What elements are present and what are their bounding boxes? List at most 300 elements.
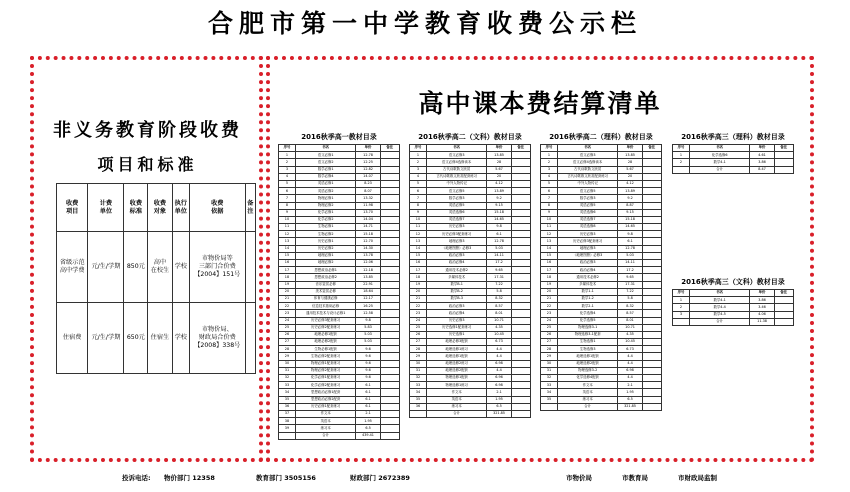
- textbook-cell: [380, 432, 399, 439]
- textbook-cell: [774, 311, 793, 318]
- textbook-cell: 12: [541, 231, 558, 238]
- textbook-cell: 语文必修1: [295, 152, 356, 159]
- textbook-cell: 12: [279, 231, 296, 238]
- textbook-cell: 9.65: [487, 267, 511, 274]
- textbook-cell: 33: [279, 382, 296, 389]
- textbook-cell: 英语选修6: [557, 209, 618, 216]
- textbook-cell: 4.4: [618, 360, 642, 367]
- textbook-cell: [511, 252, 530, 259]
- textbook-cell: 化学必修2: [295, 216, 356, 223]
- textbook-cell: 数学1-2: [557, 295, 618, 302]
- fee-table-cell: 850元: [124, 232, 148, 303]
- textbook-cell: [380, 260, 399, 267]
- textbook-cell: 数学必修3: [557, 195, 618, 202]
- textbook-cell: 3.46: [750, 304, 774, 311]
- fee-table-header-cell: 备 注: [245, 184, 255, 232]
- table-row: [279, 224, 400, 231]
- textbook-cell: 语文必修5: [557, 188, 618, 195]
- textbook-cell: 6.96: [487, 375, 511, 382]
- fee-table-cell: 650元: [124, 303, 148, 374]
- textbook-cell: 地理选修2练习: [426, 360, 487, 367]
- table-row: [541, 260, 662, 267]
- textbook-cell: 19: [410, 281, 427, 288]
- textbook-cell: 35: [541, 396, 558, 403]
- textbook-cell: 1.95: [356, 418, 380, 425]
- textbook-cell: 地理必修3: [426, 238, 487, 245]
- textbook-cell: 33: [541, 382, 558, 389]
- table-row: [541, 188, 662, 195]
- table-row: [279, 367, 400, 374]
- textbook-cell: 2: [279, 159, 296, 166]
- textbook-cell: [511, 267, 530, 274]
- textbook-header-cell: 备注: [511, 145, 530, 152]
- textbook-cell: [511, 396, 530, 403]
- textbook-table-title: 2016秋季高三（文科）教材目录: [681, 278, 785, 286]
- table-row: [279, 331, 400, 338]
- textbook-cell: 4.06: [750, 311, 774, 318]
- textbook-cell: 生物必修1配套: [295, 346, 356, 353]
- table-row: [57, 232, 256, 303]
- table-row: [410, 403, 531, 410]
- textbook-cell: [380, 238, 399, 245]
- textbook-cell: 13.32: [356, 195, 380, 202]
- textbook-cell: 2.1: [356, 410, 380, 417]
- textbook-cell: 通用技术必修2: [426, 267, 487, 274]
- table-row: [673, 318, 794, 325]
- table-row: [541, 367, 662, 374]
- fee-standard-table: [56, 183, 256, 374]
- textbook-cell: 21: [410, 295, 427, 302]
- textbook-cell: 生物选修3: [557, 346, 618, 353]
- table-row: [541, 238, 662, 245]
- textbook-cell: 33: [410, 382, 427, 389]
- textbook-table-header-row: [410, 145, 531, 152]
- textbook-cell: 39: [279, 425, 296, 432]
- textbook-cell: 32: [541, 375, 558, 382]
- textbook-cell: 4.35: [618, 331, 642, 338]
- textbook-cell: 5.8: [487, 288, 511, 295]
- textbook-cell: 13.89: [618, 188, 642, 195]
- textbook-cell: [642, 216, 661, 223]
- table-row: [279, 252, 400, 259]
- textbook-cell: [642, 180, 661, 187]
- textbook-cell: 26: [410, 331, 427, 338]
- textbook-cell: 数学2-1: [557, 303, 618, 310]
- textbook-cell: [380, 295, 399, 302]
- textbook-cell: 化学选修4: [557, 310, 618, 317]
- table-row: [279, 166, 400, 173]
- textbook-cell: [511, 331, 530, 338]
- left-panel-heading: [40, 110, 255, 175]
- textbook-cell: 12.25: [356, 159, 380, 166]
- textbook-cell: 作文本: [557, 382, 618, 389]
- textbook-cell: 15: [410, 252, 427, 259]
- table-row: [279, 353, 400, 360]
- textbook-cell: 地理必修3: [557, 245, 618, 252]
- textbook-cell: 11: [541, 224, 558, 231]
- table-row: [279, 274, 400, 281]
- textbook-table-header-row: [673, 290, 794, 297]
- textbook-cell: 4.61: [750, 152, 774, 159]
- fee-table-header-cell: 收费 项目: [57, 184, 88, 232]
- table-row: [541, 202, 662, 209]
- textbook-cell: 13.85: [487, 152, 511, 159]
- textbook-cell: 25: [279, 324, 296, 331]
- textbook-cell: 地理必修2配套: [295, 339, 356, 346]
- textbook-cell: [642, 245, 661, 252]
- textbook-cell: 古代诗歌散文欣赏配套练习: [426, 173, 487, 180]
- textbook-cell: 31: [410, 367, 427, 374]
- textbook-cell: [642, 173, 661, 180]
- textbook-cell: 6.98: [487, 360, 511, 367]
- textbook-cell: 27: [279, 339, 296, 346]
- textbook-cell: 15: [541, 252, 558, 259]
- table-row: [410, 317, 531, 324]
- table-row: [673, 159, 794, 166]
- textbook-cell: 20: [410, 288, 427, 295]
- textbook-cell: 8.57: [487, 303, 511, 310]
- textbook-cell: 15.18: [356, 231, 380, 238]
- textbook-cell: [642, 346, 661, 353]
- textbook-cell: 5.67: [618, 166, 642, 173]
- textbook-cell: 5.03: [356, 339, 380, 346]
- footer-supervisor3: 市财政局监制: [678, 474, 717, 482]
- textbook-cell: [642, 331, 661, 338]
- textbook-cell: 历史选修1配套练习: [426, 324, 487, 331]
- textbook-cell: [511, 173, 530, 180]
- textbook-cell: 36: [410, 403, 427, 410]
- textbook-cell: [511, 202, 530, 209]
- textbook-cell: 1.95: [487, 396, 511, 403]
- fee-table-cell: [245, 232, 255, 303]
- table-row: [541, 310, 662, 317]
- textbook-cell: 10: [279, 216, 296, 223]
- textbook-cell: 14.65: [618, 224, 642, 231]
- textbook-cell: 9: [410, 209, 427, 216]
- textbook-table-header-row: [541, 145, 662, 152]
- textbook-cell: [380, 360, 399, 367]
- textbook-cell: 12: [410, 231, 427, 238]
- table-row: [279, 418, 400, 425]
- table-row: [410, 152, 531, 159]
- textbook-cell: 1: [279, 152, 296, 159]
- textbook-cell: 19: [541, 281, 558, 288]
- fee-table-cell: 元/生/学期: [88, 303, 124, 374]
- table-row: [541, 209, 662, 216]
- table-row: [410, 410, 531, 417]
- textbook-cell: [380, 367, 399, 374]
- textbook-cell: 29: [410, 353, 427, 360]
- textbook-header-cell: 序号: [541, 145, 558, 152]
- textbook-cell: [380, 166, 399, 173]
- table-row: [410, 216, 531, 223]
- textbook-cell: [511, 324, 530, 331]
- textbook-cell: [511, 216, 530, 223]
- textbook-cell: 9.8: [487, 224, 511, 231]
- textbook-cell: 3: [541, 166, 558, 173]
- textbook-cell: 9.6: [356, 346, 380, 353]
- fee-table-cell: 高中 在校生: [148, 232, 172, 303]
- fee-table-header-cell: 执行 单位: [172, 184, 189, 232]
- textbook-cell: [511, 303, 530, 310]
- footer-supervisor2: 市教育局: [622, 474, 648, 482]
- table-row: [410, 209, 531, 216]
- textbook-cell: 9.6: [356, 353, 380, 360]
- textbook-cell: 8.57: [618, 310, 642, 317]
- textbook-cell: 物理选修1配套: [426, 375, 487, 382]
- textbook-cell: 11: [279, 224, 296, 231]
- textbook-cell: 英语必修5: [426, 202, 487, 209]
- textbook-cell: [511, 317, 530, 324]
- textbook-cell: 英语本: [557, 389, 618, 396]
- textbook-cell: 19: [279, 281, 296, 288]
- textbook-cell: 3.86: [750, 297, 774, 304]
- textbook-cell: [642, 295, 661, 302]
- textbook-cell: 政治必修4: [557, 267, 618, 274]
- textbook-cell: [380, 310, 399, 317]
- table-row: [541, 281, 662, 288]
- textbook-cell: [511, 360, 530, 367]
- textbook-cell: 439.41: [356, 432, 380, 439]
- table-row: [279, 231, 400, 238]
- textbook-cell: 数学必修4: [295, 173, 356, 180]
- textbook-cell: 23: [541, 310, 558, 317]
- textbook-cell: 1.95: [618, 389, 642, 396]
- textbook-cell: [642, 303, 661, 310]
- textbook-cell: 合计: [295, 432, 356, 439]
- textbook-cell: 24: [410, 317, 427, 324]
- table-row: [541, 339, 662, 346]
- textbook-cell: 8.01: [618, 317, 642, 324]
- textbook-cell: 7: [279, 195, 296, 202]
- textbook-cell: 练习本: [295, 425, 356, 432]
- textbook-cell: 5.67: [487, 166, 511, 173]
- textbook-cell: 8.23: [356, 180, 380, 187]
- textbook-cell: 4.4: [618, 353, 642, 360]
- textbook-cell: [511, 339, 530, 346]
- table-row: [279, 216, 400, 223]
- textbook-cell: 23: [410, 310, 427, 317]
- textbook-header-cell: 书名: [557, 145, 618, 152]
- textbook-cell: [642, 152, 661, 159]
- textbook-cell: 21: [541, 295, 558, 302]
- textbook-cell: 12.70: [356, 238, 380, 245]
- table-row: [410, 267, 531, 274]
- textbook-cell: 多媒体技术: [426, 274, 487, 281]
- textbook-header-cell: 单价: [487, 145, 511, 152]
- textbook-cell: [511, 367, 530, 374]
- textbook-cell: 体育与健康必修: [295, 295, 356, 302]
- textbook-cell: 6: [279, 188, 296, 195]
- textbook-cell: 8.01: [487, 310, 511, 317]
- textbook-cell: 7: [541, 195, 558, 202]
- textbook-cell: [511, 152, 530, 159]
- table-row: [410, 339, 531, 346]
- textbook-cell: [511, 310, 530, 317]
- textbook-cell: 5.8: [618, 295, 642, 302]
- textbook-cell: 练习本: [426, 403, 487, 410]
- textbook-cell: 11: [410, 224, 427, 231]
- textbook-table: [540, 144, 662, 411]
- right-title: 高中课本费结算清单: [418, 89, 662, 118]
- textbook-cell: 9.2: [487, 195, 511, 202]
- table-row: [410, 159, 531, 166]
- footer-supervisor1: 市物价局: [566, 474, 592, 482]
- textbook-cell: 14: [410, 245, 427, 252]
- table-row: [410, 281, 531, 288]
- textbook-cell: 3: [410, 166, 427, 173]
- textbook-header-cell: 书名: [689, 290, 750, 297]
- textbook-cell: [642, 403, 661, 410]
- table-row: [410, 367, 531, 374]
- textbook-cell: [380, 159, 399, 166]
- textbook-cell: 12.78: [356, 152, 380, 159]
- textbook-table-title: 2016秋季高一教材目录: [301, 133, 377, 141]
- textbook-cell: 37: [279, 410, 296, 417]
- textbook-cell: 合计: [689, 318, 750, 325]
- table-row: [541, 324, 662, 331]
- textbook-cell: 多媒体技术: [557, 281, 618, 288]
- textbook-cell: 物理选修3-2: [557, 367, 618, 374]
- textbook-cell: 18: [541, 274, 558, 281]
- table-row: [279, 180, 400, 187]
- textbook-cell: 3.86: [750, 159, 774, 166]
- textbook-cell: 数学4-1: [689, 297, 750, 304]
- textbook-cell: [642, 166, 661, 173]
- textbook-cell: 17.31: [618, 281, 642, 288]
- textbook-cell: 14: [541, 245, 558, 252]
- textbook-cell: [511, 410, 530, 417]
- textbook-header-cell: 书名: [426, 145, 487, 152]
- table-row: [279, 188, 400, 195]
- textbook-cell: 25: [410, 324, 427, 331]
- textbook-cell: [642, 224, 661, 231]
- textbook-cell: 12.18: [356, 267, 380, 274]
- textbook-cell: 物理选修3-1: [557, 324, 618, 331]
- table-row: [541, 180, 662, 187]
- textbook-cell: 8: [541, 202, 558, 209]
- textbook-cell: [642, 252, 661, 259]
- textbook-cell: 物理必修1: [295, 195, 356, 202]
- textbook-cell: 20: [618, 173, 642, 180]
- table-row: [541, 159, 662, 166]
- footer: [0, 473, 850, 485]
- fee-table-cell: [245, 303, 255, 374]
- textbook-cell: [774, 159, 793, 166]
- textbook-cell: 6.98: [618, 367, 642, 374]
- textbook-cell: [642, 159, 661, 166]
- textbook-cell: 8.87: [618, 202, 642, 209]
- textbook-header-cell: 序号: [410, 145, 427, 152]
- textbook-cell: 12.06: [356, 260, 380, 267]
- table-row: [410, 324, 531, 331]
- textbook-cell: 17: [541, 267, 558, 274]
- textbook-cell: [380, 410, 399, 417]
- textbook-cell: [380, 425, 399, 432]
- textbook-cell: 数学B-3: [426, 295, 487, 302]
- textbook-cell: [380, 245, 399, 252]
- textbook-cell: [642, 339, 661, 346]
- textbook-cell: 政治必修3: [426, 303, 487, 310]
- textbook-cell: 合计: [557, 403, 618, 410]
- textbook-cell: [380, 180, 399, 187]
- textbook-cell: [380, 375, 399, 382]
- table-row: [410, 260, 531, 267]
- fee-table-cell: 元/生/学期: [88, 232, 124, 303]
- textbook-cell: 16: [410, 260, 427, 267]
- textbook-cell: 4: [279, 173, 296, 180]
- textbook-cell: 4: [410, 173, 427, 180]
- textbook-cell: [642, 188, 661, 195]
- textbook-table: [672, 289, 794, 326]
- table-row: [279, 238, 400, 245]
- table-row: [279, 360, 400, 367]
- textbook-cell: 生物选修1: [557, 339, 618, 346]
- textbook-cell: [642, 310, 661, 317]
- fee-table-cell: 学校: [172, 232, 189, 303]
- textbook-cell: 化学选修4配套: [557, 375, 618, 382]
- textbook-cell: [511, 382, 530, 389]
- left-title-line2: 项目和标准: [97, 155, 198, 174]
- table-row: [279, 209, 400, 216]
- textbook-cell: [673, 318, 690, 325]
- textbook-cell: 28: [487, 159, 511, 166]
- textbook-cell: [380, 288, 399, 295]
- textbook-cell: 11.98: [356, 202, 380, 209]
- table-row: [279, 425, 400, 432]
- textbook-cell: 2.1: [618, 382, 642, 389]
- textbook-cell: 6.73: [618, 346, 642, 353]
- table-row: [279, 389, 400, 396]
- textbook-cell: 语文必修3: [557, 152, 618, 159]
- footer-price-bureau: 物价部门 12358: [164, 474, 215, 482]
- textbook-cell: [511, 238, 530, 245]
- textbook-cell: 英语选修7: [426, 216, 487, 223]
- textbook-cell: 通用技术技术与设计必修1: [295, 310, 356, 317]
- textbook-header-cell: 备注: [774, 290, 793, 297]
- textbook-cell: 10.45: [618, 339, 642, 346]
- table-row: [410, 303, 531, 310]
- textbook-cell: [511, 260, 530, 267]
- textbook-cell: 21: [279, 295, 296, 302]
- textbook-cell: [511, 346, 530, 353]
- textbook-cell: 思想政治必修2配套: [295, 396, 356, 403]
- textbook-header-cell: 单价: [356, 145, 380, 152]
- fee-table-cell: 住宿生: [148, 303, 172, 374]
- textbook-cell: 32: [279, 375, 296, 382]
- textbook-cell: [642, 195, 661, 202]
- textbook-cell: 15.18: [487, 209, 511, 216]
- textbook-cell: 10.71: [618, 324, 642, 331]
- textbook-cell: 4.12: [618, 180, 642, 187]
- textbook-cell: [642, 260, 661, 267]
- textbook-cell: 历史必修2配套练习: [295, 324, 356, 331]
- textbook-cell: 6.1: [356, 389, 380, 396]
- textbook-table-grade3-science: [672, 132, 794, 174]
- textbook-table-grade3-arts: [672, 277, 794, 326]
- textbook-cell: 生物必修2配套练习: [295, 353, 356, 360]
- textbook-cell: 14.71: [356, 224, 380, 231]
- textbook-cell: 6: [541, 188, 558, 195]
- textbook-cell: 30: [410, 360, 427, 367]
- textbook-cell: 《地理图册》必修3: [426, 245, 487, 252]
- textbook-cell: 9: [541, 209, 558, 216]
- textbook-cell: [380, 152, 399, 159]
- textbook-cell: [642, 360, 661, 367]
- textbook-cell: 数学1-1: [557, 288, 618, 295]
- textbook-cell: 17.2: [487, 260, 511, 267]
- textbook-cell: 历史必修2: [295, 245, 356, 252]
